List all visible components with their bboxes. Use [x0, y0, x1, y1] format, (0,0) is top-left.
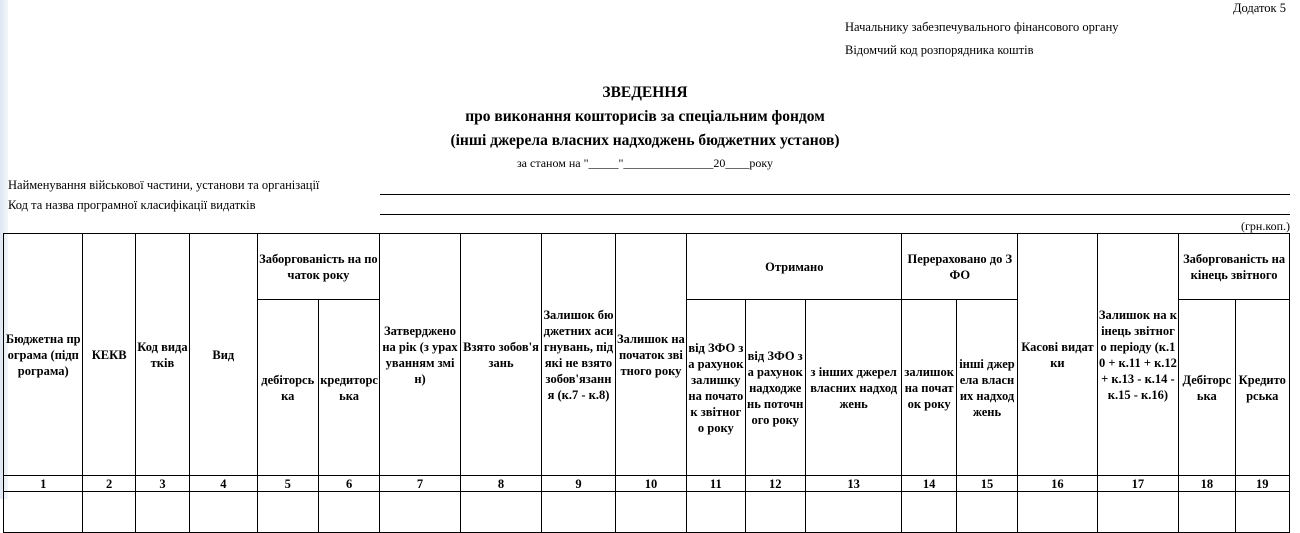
column-number: 17	[1097, 476, 1179, 492]
header-allocations-balance: Залишок бюджетних асигнувань, під які не взято зобов'язання (к.7 - к.8)	[542, 234, 615, 476]
document-subtitle-note: (інші джерела власних надходжень бюджетних установ)	[450, 132, 840, 149]
header-transferred-other: інші джерела власних надходжень	[956, 300, 1017, 476]
header-debt-end: Заборгованість на кінець звітного	[1179, 234, 1290, 300]
column-number: 15	[956, 476, 1017, 492]
table-cell[interactable]	[257, 492, 318, 533]
column-number: 9	[542, 476, 615, 492]
header-approved: Затверджено на рік (з урахуванням змін)	[380, 234, 460, 476]
table-cell[interactable]	[318, 492, 379, 533]
table-cell[interactable]	[1097, 492, 1179, 533]
table-cell[interactable]	[83, 492, 135, 533]
header-received-other: з інших джерел власних надходжень	[805, 300, 902, 476]
column-number: 1	[4, 476, 83, 492]
report-date-line: за станом на "_____"_______________20____року	[516, 156, 774, 170]
document-title: ЗВЕДЕННЯ	[602, 84, 688, 101]
table-cell[interactable]	[687, 492, 745, 533]
header-transferred: Перераховано до ЗФО	[902, 234, 1018, 300]
header-kekv: КЕКВ	[83, 234, 135, 476]
column-number: 4	[190, 476, 257, 492]
table-cell[interactable]	[615, 492, 686, 533]
unit-name-field[interactable]	[380, 194, 1290, 195]
table-cell[interactable]	[460, 492, 542, 533]
table-cell[interactable]	[190, 492, 257, 533]
table-cell[interactable]	[380, 492, 460, 533]
column-number: 11	[687, 476, 745, 492]
header-debt-start: Заборгованість на початок року	[257, 234, 380, 300]
table-cell[interactable]	[1235, 492, 1289, 533]
header-type: Вид	[190, 234, 257, 476]
header-received-from-balance: від ЗФО за рахунок залишку на початок звітного року	[687, 300, 745, 476]
header-creditor-start: кредиторська	[318, 300, 379, 476]
header-transferred-balance: залишок на початок року	[902, 300, 956, 476]
header-program: Бюджетна програма (підпрограма)	[4, 234, 83, 476]
column-number: 5	[257, 476, 318, 492]
header-balance-end: Залишок на кінець звітного періоду (к.10 + к.11 + к.12 + к.13 - к.14 - к.15 - к.16)	[1097, 234, 1179, 476]
column-number: 6	[318, 476, 379, 492]
column-number: 18	[1179, 476, 1235, 492]
unit-name-label: Найменування військової частини, установи та організації	[8, 178, 320, 192]
header-cash-expenses: Касові видатки	[1018, 234, 1097, 476]
document-subtitle: про виконання кошторисів за спеціальним фондом	[465, 108, 825, 125]
units-label: (грн.коп.)	[1241, 219, 1290, 233]
header-credit-end: Кредиторська	[1235, 300, 1289, 476]
header-received: Отримано	[687, 234, 902, 300]
table-cell[interactable]	[1018, 492, 1097, 533]
column-number: 2	[83, 476, 135, 492]
column-number: 14	[902, 476, 956, 492]
column-number: 3	[135, 476, 189, 492]
table-cell[interactable]	[542, 492, 615, 533]
appendix-label: Додаток 5	[1233, 1, 1286, 15]
table-cell[interactable]	[805, 492, 902, 533]
header-obligations-taken: Взято зобов'язань	[460, 234, 542, 476]
column-number: 19	[1235, 476, 1289, 492]
header-received-current: від ЗФО за рахунок надходжень поточного року	[745, 300, 805, 476]
header-balance-start: Залишок на початок звітного року	[615, 234, 686, 476]
table-cell[interactable]	[902, 492, 956, 533]
column-number: 7	[380, 476, 460, 492]
column-number: 13	[805, 476, 902, 492]
department-code-line: Відомчий код розпорядника коштів	[845, 43, 1034, 57]
header-debtor-start: дебіторська	[257, 300, 318, 476]
table-cell[interactable]	[745, 492, 805, 533]
header-debit-end: Дебіторська	[1179, 300, 1235, 476]
program-code-field[interactable]	[380, 214, 1290, 215]
table-cell[interactable]	[135, 492, 189, 533]
program-code-label: Код та назва програмної класифікації видатків	[8, 198, 256, 212]
table-cell[interactable]	[1179, 492, 1235, 533]
summary-table	[3, 233, 1290, 533]
column-number: 16	[1018, 476, 1097, 492]
column-number: 8	[460, 476, 542, 492]
table-cell[interactable]	[4, 492, 83, 533]
column-number: 12	[745, 476, 805, 492]
header-expense-code: Код видатків	[135, 234, 189, 476]
column-number: 10	[615, 476, 686, 492]
table-cell[interactable]	[956, 492, 1017, 533]
recipient-line: Начальнику забезпечувального фінансового органу	[845, 20, 1119, 34]
